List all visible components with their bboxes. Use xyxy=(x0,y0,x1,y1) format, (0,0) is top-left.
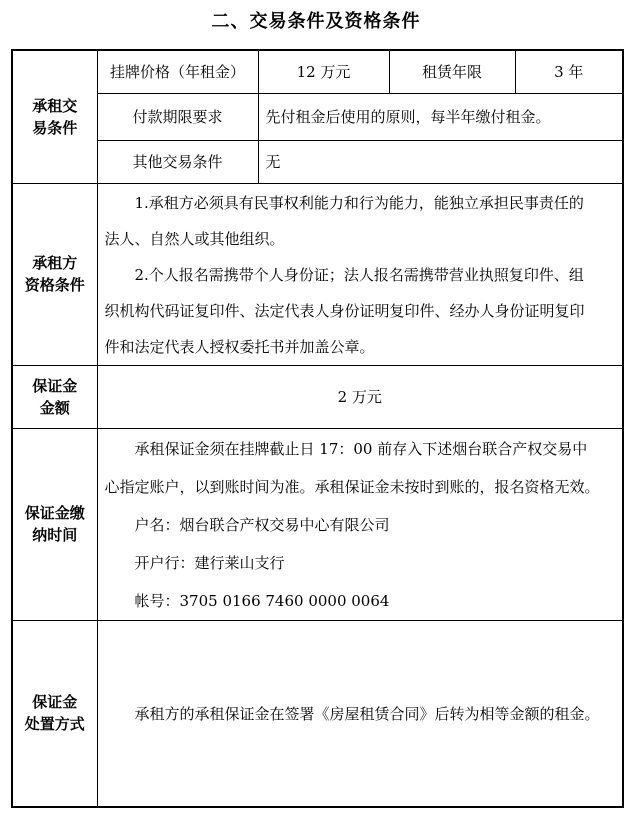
payment-terms-label: 付款期限要求 xyxy=(97,93,258,140)
header-line: 承租交 xyxy=(32,96,78,115)
deposit-time-content xyxy=(97,428,623,620)
deposit-time-line: 心指定账户，以到账时间为准。承租保证金未按时到账的，报名资格无效。 xyxy=(104,477,600,496)
row-header-deposit-amount xyxy=(12,365,97,428)
header-line: 处置方式 xyxy=(24,715,85,734)
other-conditions-value: 无 xyxy=(258,140,623,183)
qualification-content xyxy=(97,183,623,365)
table-row xyxy=(12,93,623,140)
lease-term-value: 3 年 xyxy=(515,50,623,93)
qualification-line: 法人、自然人或其他组织。 xyxy=(104,229,285,248)
row-header-qualification xyxy=(12,183,97,365)
header-line: 保证金缴 xyxy=(24,504,85,522)
deposit-time-line: 承租保证金须在挂牌截止日 17：00 前存入下述烟台联合产权交易中 xyxy=(134,439,588,458)
qualification-line: 2.个人报名需携带个人身份证；法人报名需携带营业执照复印件、组 xyxy=(134,265,584,284)
page-title: 二、交易条件及资格条件 xyxy=(211,11,421,32)
qualification-line: 织机构代码证复印件、法定代表人身份证明复印件、经办人身份证明复印 xyxy=(104,301,585,320)
conditions-table xyxy=(11,49,624,808)
deposit-disposal-value: 承租方的承租保证金在签署《房屋租赁合同》后转为相等金额的租金。 xyxy=(97,620,623,807)
listing-price-value: 12 万元 xyxy=(258,50,389,93)
row-header-deposit-disposal xyxy=(12,620,97,807)
header-line: 纳时间 xyxy=(32,526,78,544)
bank-line: 开户行：建行莱山支行 xyxy=(134,553,285,572)
qualification-line: 1.承租方必须具有民事权利能力和行为能力，能独立承担民事责任的 xyxy=(134,193,584,212)
header-line: 易条件 xyxy=(32,118,78,137)
qualification-line: 件和法定代表人授权委托书并加盖公章。 xyxy=(104,337,375,356)
account-number-line: 帐号：3705 0166 7460 0000 0064 xyxy=(134,591,390,610)
header-line: 金额 xyxy=(39,398,70,417)
header-line: 保证金 xyxy=(32,693,78,712)
lease-term-label: 租赁年限 xyxy=(389,50,515,93)
header-line: 资格条件 xyxy=(24,276,85,294)
table-row xyxy=(12,183,623,365)
other-conditions-label: 其他交易条件 xyxy=(97,140,258,183)
table-row xyxy=(12,620,623,807)
table-row xyxy=(12,50,623,93)
row-header-deposit-time xyxy=(12,428,97,620)
deposit-amount-value: 2 万元 xyxy=(97,365,623,428)
payment-terms-value: 先付租金后使用的原则，每半年缴付租金。 xyxy=(258,93,623,140)
account-name-line: 户名：烟台联合产权交易中心有限公司 xyxy=(134,515,390,534)
table-row xyxy=(12,140,623,183)
row-header-trade-conditions xyxy=(12,50,97,183)
header-line: 保证金 xyxy=(32,376,78,395)
table-row xyxy=(12,428,623,620)
table-row xyxy=(12,365,623,428)
listing-price-label: 挂牌价格（年租金） xyxy=(97,50,258,93)
header-line: 承租方 xyxy=(32,254,78,272)
